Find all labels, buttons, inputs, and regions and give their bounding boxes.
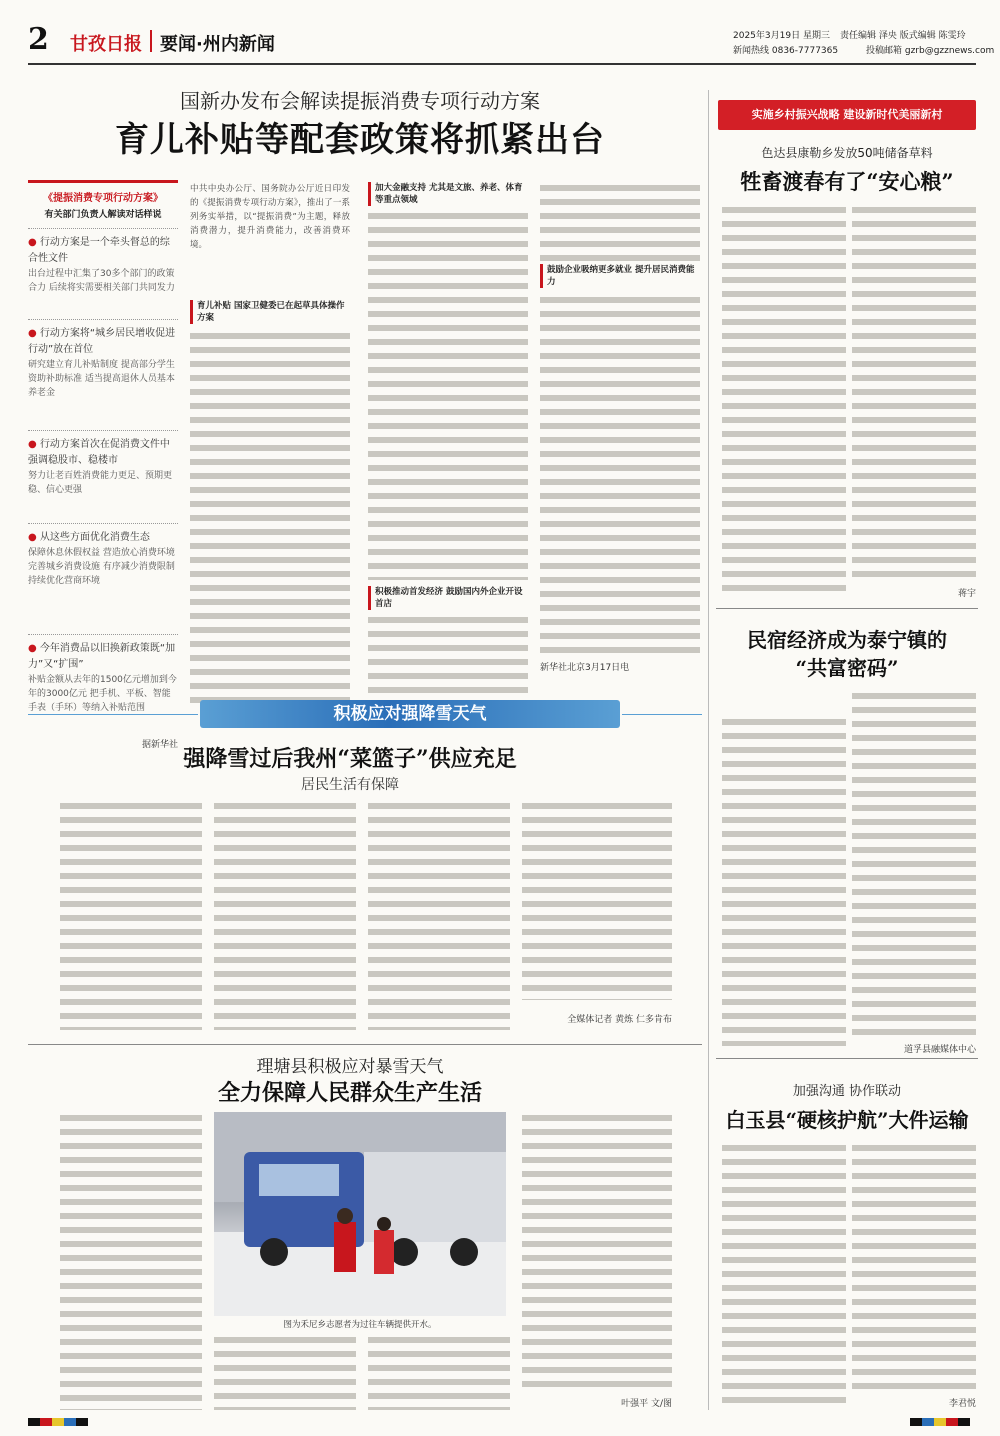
registration-bar — [910, 1418, 970, 1426]
header-rule — [28, 63, 976, 65]
snow-column-2 — [214, 800, 356, 1030]
snow-column-1 — [60, 800, 202, 1030]
right-separator-2 — [716, 1058, 978, 1059]
lead-subhead-2: 加大金融支持 尤其是文旅、养老、体育等重点领域 — [368, 182, 528, 206]
snow-column-4 — [522, 800, 672, 1000]
sidebar-item: ● 行动方案将“城乡居民增收促进行动”放在首位 研究建立育儿补贴制度 提高部分学生资助补助标准 适当提高退休人员基本养老金 — [28, 319, 178, 430]
sidebar-title: 《提振消费专项行动方案》 — [43, 193, 163, 204]
date-line: 2025年3月19日 星期三 — [733, 31, 830, 41]
sidebar-item-title: 行动方案将“城乡居民增收促进行动”放在首位 — [28, 328, 176, 355]
right-banner: 实施乡村振兴战略 建设新时代美丽新村 — [718, 100, 976, 130]
baiyu-kicker: 加强沟通 协作联动 — [792, 1084, 902, 1099]
hotline: 新闻热线 0836-7777365 — [733, 46, 839, 56]
lead-column-2b — [368, 614, 528, 710]
lead-credit: 新华社北京3月17日电 — [540, 663, 630, 673]
truck-scene-icon — [214, 1112, 506, 1316]
right-headline: 牲畜渡春有了“安心粮” — [740, 169, 954, 194]
litang-headline: 全力保障人民群众生产生活 — [217, 1080, 482, 1106]
right-story2-headline-1: 民宿经济成为泰宁镇的 — [747, 628, 947, 652]
sidebar-item-body: 努力让老百姓消费能力更足、预期更稳、信心更强 — [28, 471, 173, 495]
sidebar-credit: 据新华社 — [141, 740, 178, 750]
lead-subhead-4: 积极推动首发经济 鼓励国内外企业开设首店 — [368, 586, 528, 610]
litang-kicker: 理塘县积极应对暴雪天气 — [256, 1057, 444, 1077]
litang-photo-caption: 图为禾尼乡志愿者为过往车辆提供开水。 — [283, 1320, 437, 1330]
page-number: 2 — [28, 22, 49, 57]
litang-column-1 — [60, 1112, 202, 1410]
sidebar-item-body: 研究建立育儿补贴制度 提高部分学生资助补助标准 适当提高退休人员基本养老金 — [28, 360, 175, 398]
right-story2-headline-2: “共富密码” — [795, 656, 899, 680]
snow-subhead: 居民生活有保障 — [301, 777, 399, 793]
right-story2-col1 — [722, 716, 846, 1046]
sidebar-item-body: 出台过程中汇集了30多个部门的政策合力 后续将实需要相关部门共同发力 — [28, 269, 175, 293]
column-divider — [708, 90, 709, 1410]
sidebar-subtitle: 有关部门负责人解读对话样说 — [44, 210, 162, 220]
sidebar-item: ● 从这些方面优化消费生态 保障休息休假权益 营造放心消费环境 完善城乡消费设施 有序减少消费限制 持续优化营商环境 — [28, 523, 178, 634]
policy-sidebar — [28, 180, 178, 750]
header-divider — [150, 30, 152, 52]
right-separator — [716, 608, 978, 609]
sidebar-item: ● 今年消费品以旧换新政策既“加力”又“扩围” 补贴金额从去年的1500亿元增加到今年的3000亿元 把手机、平板、智能手表（手环）等纳入补贴范围 — [28, 634, 178, 737]
section-label: 要闻·州内新闻 — [160, 34, 275, 55]
snow-credit: 全媒体记者 黄炼 仁多肯布 — [567, 1015, 672, 1025]
baiyu-column-2 — [852, 1142, 976, 1392]
right-story2-col2 — [852, 690, 976, 1040]
registration-bar — [28, 1418, 88, 1426]
baiyu-headline: 白玉县“硬核护航”大件运输 — [725, 1108, 969, 1132]
snow-column-3 — [368, 800, 510, 1030]
lead-subhead-3: 鼓励企业吸纳更多就业 提升居民消费能力 — [540, 264, 700, 288]
lead-column-3 — [540, 182, 700, 262]
sidebar-item-title: 行动方案是一个牵头督总的综合性文件 — [28, 237, 170, 264]
litang-column-4 — [522, 1112, 672, 1392]
lead-intro: 中共中央办公厅、国务院办公厅近日印发的《提振消费专项行动方案》，推出了一系列务实举措，以“提振消费”为主题，释放消费潜力，提升消费能力，改善消费环境。 — [190, 184, 350, 250]
right-story2-credit: 道孚县融媒体中心 — [903, 1045, 976, 1055]
lead-kicker: 国新办发布会解读提振消费专项行动方案 — [180, 89, 540, 113]
sidebar-item-title: 行动方案首次在促消费文件中强调稳股市、稳楼市 — [28, 439, 170, 466]
sidebar-item: ● 行动方案首次在促消费文件中强调稳股市、稳楼市 努力让老百姓消费能力更足、预期更稳、信心更强 — [28, 430, 178, 523]
snow-band-rule — [622, 714, 702, 715]
right-feature-credit: 蒋宇 — [957, 589, 976, 599]
lead-headline: 育儿补贴等配套政策将抓紧出台 — [115, 120, 605, 160]
sidebar-item: ● 行动方案是一个牵头督总的综合性文件 出台过程中汇集了30多个部门的政策合力 后续将实需要相关部门共同发力 — [28, 228, 178, 319]
sidebar-item-title: 从这些方面优化消费生态 — [39, 532, 150, 543]
masthead: 甘孜日报 — [70, 34, 142, 55]
snow-separator — [28, 1044, 702, 1045]
sidebar-item-title: 今年消费品以旧换新政策既“加力”又“扩围” — [28, 643, 176, 670]
lead-column-1 — [190, 330, 350, 710]
email-line: 投稿邮箱 gzrb@gzznews.com — [866, 46, 995, 56]
snow-headline: 强降雪过后我州“菜篮子”供应充足 — [183, 746, 517, 772]
sidebar-item-body: 补贴金额从去年的1500亿元增加到今年的3000亿元 把手机、平板、智能手表（手环）等纳入补贴范围 — [28, 675, 177, 713]
page-header — [28, 22, 995, 62]
sidebar-item-body: 保障休息休假权益 营造放心消费环境 完善城乡消费设施 有序减少消费限制 持续优化营商环境 — [28, 548, 175, 586]
lead-column-2 — [368, 210, 528, 580]
right-kicker: 色达县康勒乡发放50吨储备草料 — [761, 146, 933, 160]
baiyu-column-1 — [722, 1142, 846, 1410]
litang-column-3 — [368, 1334, 510, 1410]
lead-column-3b — [540, 294, 700, 656]
litang-photo — [214, 1112, 506, 1316]
right-feature-col2 — [852, 204, 976, 584]
lead-subhead-1: 育儿补贴 国家卫健委已在起草具体操作方案 — [190, 300, 350, 324]
right-feature-col1 — [722, 204, 846, 594]
litang-credit: 叶强平 文/图 — [621, 1399, 672, 1409]
snow-section-band: 积极应对强降雪天气 — [200, 700, 620, 728]
baiyu-credit: 李君悦 — [948, 1399, 976, 1409]
litang-column-2 — [214, 1334, 356, 1410]
snow-band-rule — [28, 714, 198, 715]
editors-line: 责任编辑 泽央 版式编辑 陈雯玲 — [840, 31, 966, 41]
